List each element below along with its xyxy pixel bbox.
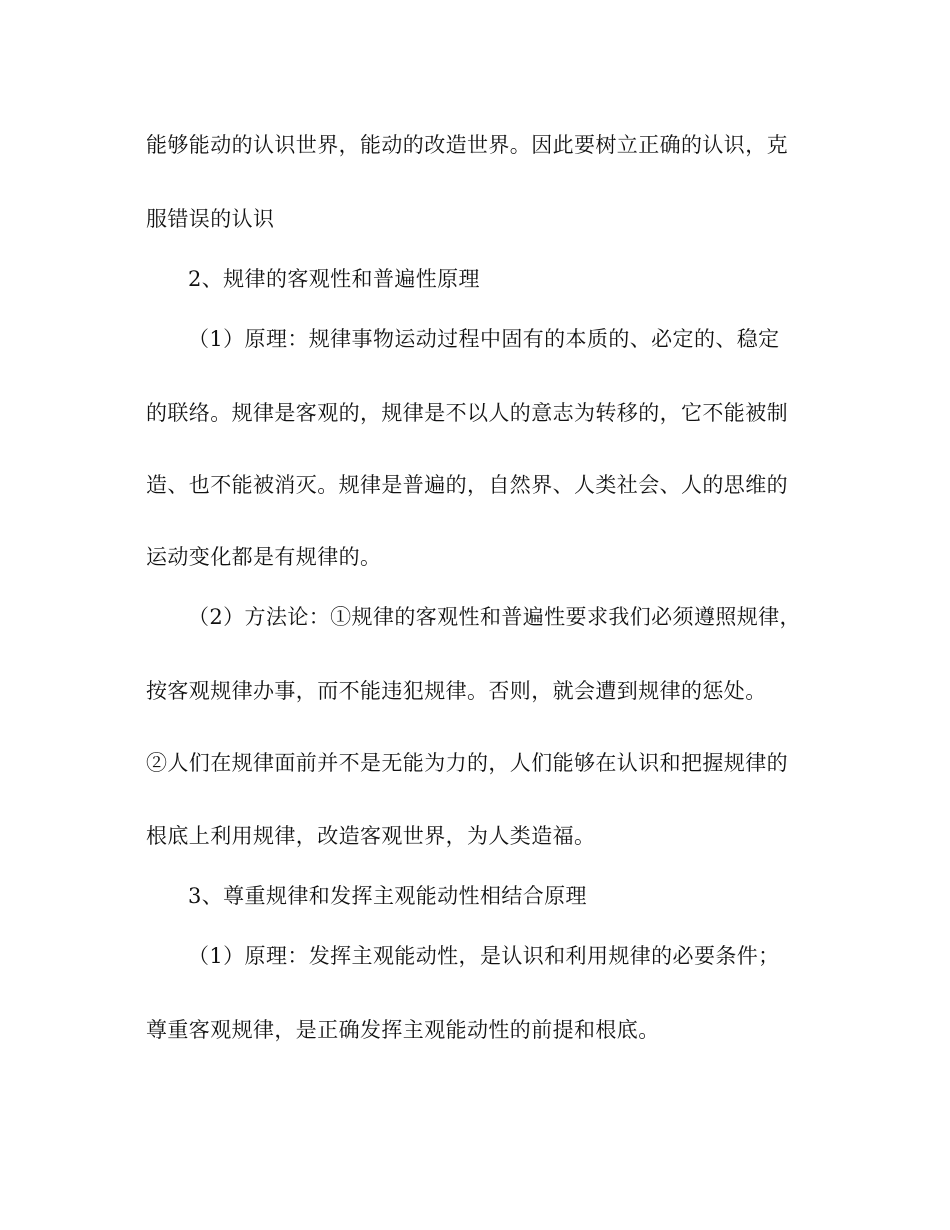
- text-line: 服错误的认识: [146, 207, 275, 231]
- text-line: 根底上利用规律，改造客观世界，为人类造福。: [146, 824, 596, 848]
- text-line: 能够能动的认识世界，能动的改造世界。因此要树立正确的认识，克: [146, 133, 788, 157]
- section-heading: 3、尊重规律和发挥主观能动性相结合原理: [188, 884, 587, 908]
- text-line: 运动变化都是有规律的。: [146, 545, 382, 569]
- text-line: （2）方法论：①规律的客观性和普遍性要求我们必须遵照规律，: [188, 605, 801, 629]
- text-line: 造、也不能被消灭。规律是普遍的，自然界、人类社会、人的思维的: [146, 473, 788, 497]
- text-line: （1）原理：规律事物运动过程中固有的本质的、必定的、稳定: [188, 327, 780, 351]
- text-line: 的联络。规律是客观的，规律是不以人的意志为转移的，它不能被制: [146, 401, 788, 425]
- text-line: 尊重客观规律，是正确发挥主观能动性的前提和根底。: [146, 1018, 660, 1042]
- text-line: ②人们在规律面前并不是无能为力的，人们能够在认识和把握规律的: [146, 751, 788, 775]
- text-line: （1）原理：发挥主观能动性，是认识和利用规律的必要条件；: [188, 944, 780, 968]
- text-line: 按客观规律办事，而不能违犯规律。否则，就会遭到规律的惩处。: [146, 679, 767, 703]
- section-heading: 2、规律的客观性和普遍性原理: [188, 267, 480, 291]
